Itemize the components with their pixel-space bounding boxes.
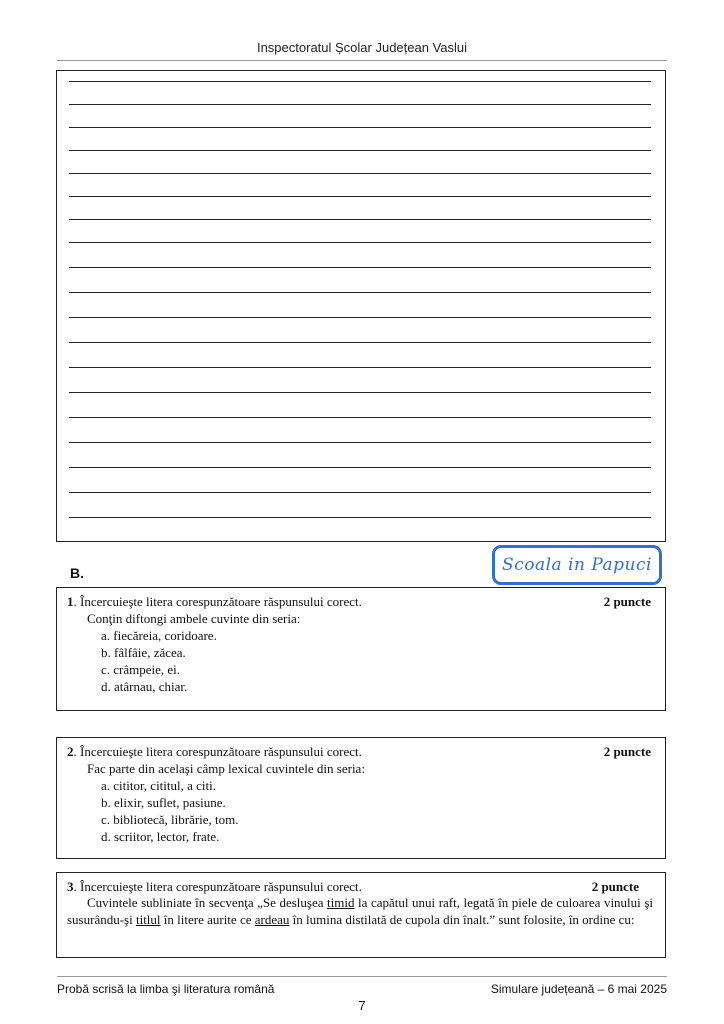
underlined-word-timid: timid xyxy=(327,895,355,910)
question-2-points: 2 puncte xyxy=(603,744,651,759)
question-3-text-part: în litere aurite ce xyxy=(160,911,255,927)
page-header-title: Inspectoratul Școlar Județean Vaslui xyxy=(256,40,468,55)
question-3-instruction: . Încercuieşte litera corespunzătoare răspunsului corect. xyxy=(73,879,362,894)
question-3-header xyxy=(67,879,639,895)
writing-line xyxy=(69,317,651,318)
question-1-header xyxy=(67,594,651,610)
writing-line xyxy=(69,392,651,393)
section-label: B. xyxy=(70,565,84,581)
writing-line xyxy=(69,467,651,468)
question-1-instruction: . Încercuieşte litera corespunzătoare răspunsului corect. xyxy=(73,594,362,609)
question-1-option-d[interactable]: d. atârnau, chiar. xyxy=(101,679,188,694)
question-2-number: 2 xyxy=(67,744,74,759)
underlined-word-titlul: titlul xyxy=(135,911,161,927)
footer-exam-name: Probă scrisă la limba şi literatura română xyxy=(57,982,275,996)
footer-divider xyxy=(57,976,667,977)
writing-line xyxy=(69,81,651,82)
question-1-option-b[interactable]: b. fâlfâie, zăcea. xyxy=(101,645,186,660)
question-3-text-part: la capătul unui raft, legată în piele de culoarea vinului şi susurându-şi xyxy=(67,895,653,927)
question-1-number: 1 xyxy=(67,594,74,609)
underlined-word-ardeau: ardeau xyxy=(254,911,290,927)
question-3-text-part: în lumina distilată de cupola din înalt.” sunt folosite, în ordine cu: xyxy=(289,911,635,927)
writing-line xyxy=(69,517,651,518)
question-2-option-a[interactable]: a. cititor, cititul, a citi. xyxy=(101,778,217,793)
question-1-option-c[interactable]: c. crâmpeie, ei. xyxy=(101,662,181,677)
writing-line xyxy=(69,150,651,151)
writing-line xyxy=(69,342,651,343)
answer-writing-box[interactable] xyxy=(56,70,666,542)
question-1-option-a[interactable]: a. fiecăreia, coridoare. xyxy=(101,628,217,643)
question-3-box xyxy=(56,872,666,958)
question-3-text xyxy=(67,895,653,928)
writing-line xyxy=(69,219,651,220)
writing-line xyxy=(69,267,651,268)
watermark-text: Scoala in Papuci xyxy=(502,555,652,575)
writing-line xyxy=(69,173,651,174)
writing-line xyxy=(69,292,651,293)
writing-line xyxy=(69,242,651,243)
question-3-points: 2 puncte xyxy=(591,879,639,894)
question-2-option-c[interactable]: c. bibliotecă, librărie, tom. xyxy=(101,812,239,827)
question-2-instruction: . Încercuieşte litera corespunzătoare răspunsului corect. xyxy=(73,744,362,759)
writing-line xyxy=(69,196,651,197)
watermark-logo xyxy=(492,545,662,585)
writing-line xyxy=(69,127,651,128)
writing-line xyxy=(69,104,651,105)
question-2-option-d[interactable]: d. scriitor, lector, frate. xyxy=(101,829,220,844)
question-2-prompt: Fac parte din acelaşi câmp lexical cuvintele din seria: xyxy=(87,761,365,776)
question-1-prompt: Conţin diftongi ambele cuvinte din seria: xyxy=(87,611,301,626)
writing-line xyxy=(69,367,651,368)
writing-line xyxy=(69,442,651,443)
question-2-header xyxy=(67,744,651,760)
question-1-points: 2 puncte xyxy=(603,594,651,609)
footer-exam-date: Simulare județeană – 6 mai 2025 xyxy=(490,982,667,996)
question-2-box xyxy=(56,737,666,859)
question-2-option-b[interactable]: b. elixir, suflet, pasiune. xyxy=(101,795,226,810)
question-1-box xyxy=(56,587,666,711)
writing-line xyxy=(69,417,651,418)
writing-line xyxy=(69,492,651,493)
question-3-number: 3 xyxy=(67,879,74,894)
question-3-text-part: Cuvintele subliniate în secvenţa „Se desluşea xyxy=(87,895,328,910)
header-divider xyxy=(57,60,667,61)
page-number: 7 xyxy=(358,998,366,1013)
